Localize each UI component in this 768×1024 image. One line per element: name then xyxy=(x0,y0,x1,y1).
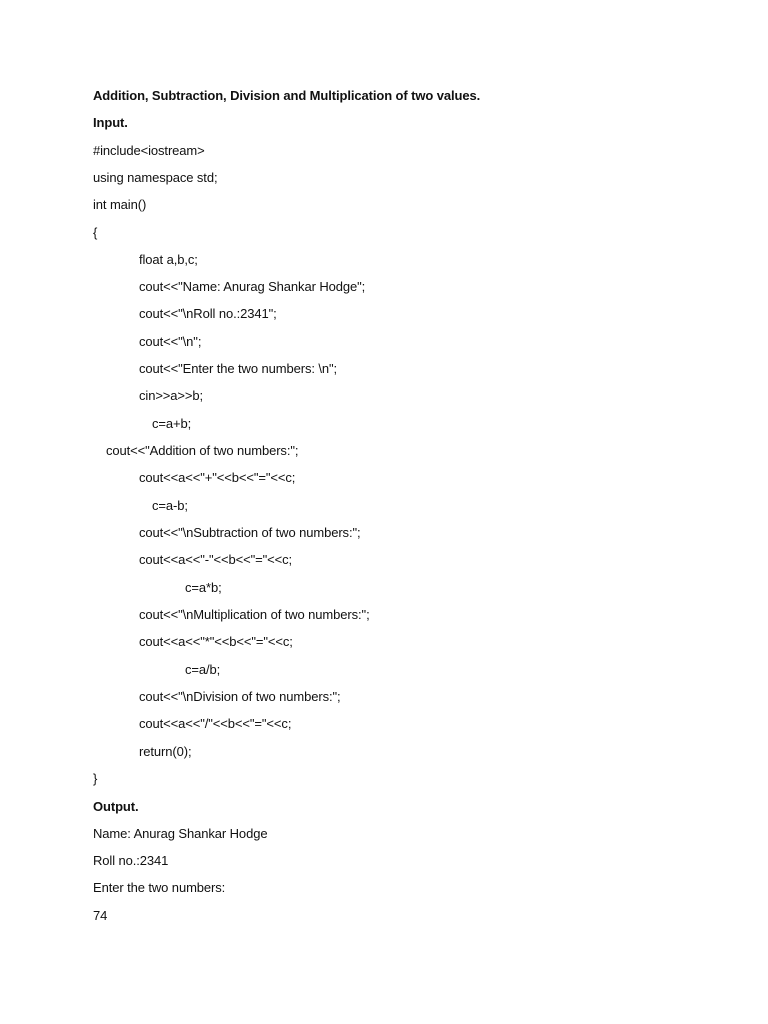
code-line: cin>>a>>b; xyxy=(139,388,204,403)
code-line: cout<<"Enter the two numbers: \n"; xyxy=(139,361,338,376)
code-line: } xyxy=(93,771,98,786)
code-line: cout<<"\nRoll no.:2341"; xyxy=(139,306,277,321)
output-line: Roll no.:2341 xyxy=(93,853,169,868)
document-title: Addition, Subtraction, Division and Multiplication of two values. xyxy=(93,88,481,103)
code-line: return(0); xyxy=(139,744,192,759)
code-line: cout<<"Name: Anurag Shankar Hodge"; xyxy=(139,279,366,294)
output-line: 74 xyxy=(93,908,108,923)
code-line: cout<<"\nDivision of two numbers:"; xyxy=(139,689,341,704)
code-line: cout<<"\n"; xyxy=(139,334,202,349)
code-line: #include<iostream> xyxy=(93,143,205,158)
code-line: cout<<a<<"/"<<b<<"="<<c; xyxy=(139,716,292,731)
code-line: float a,b,c; xyxy=(139,252,198,267)
output-line: Enter the two numbers: xyxy=(93,880,226,895)
output-heading: Output. xyxy=(93,799,139,814)
code-line: c=a*b; xyxy=(185,580,222,595)
code-line: { xyxy=(93,225,98,240)
input-heading: Input. xyxy=(93,115,128,130)
code-line: cout<<"Addition of two numbers:"; xyxy=(106,443,299,458)
output-line: Name: Anurag Shankar Hodge xyxy=(93,826,268,841)
code-line: cout<<"\nSubtraction of two numbers:"; xyxy=(139,525,361,540)
code-line: cout<<a<<"-"<<b<<"="<<c; xyxy=(139,552,293,567)
code-line: c=a/b; xyxy=(185,662,221,677)
code-line: cout<<"\nMultiplication of two numbers:"; xyxy=(139,607,370,622)
code-line: cout<<a<<"*"<<b<<"="<<c; xyxy=(139,634,293,649)
code-line: cout<<a<<"+"<<b<<"="<<c; xyxy=(139,470,296,485)
code-line: c=a-b; xyxy=(152,498,188,513)
code-line: using namespace std; xyxy=(93,170,218,185)
code-line: int main() xyxy=(93,197,147,212)
code-line: c=a+b; xyxy=(152,416,192,431)
